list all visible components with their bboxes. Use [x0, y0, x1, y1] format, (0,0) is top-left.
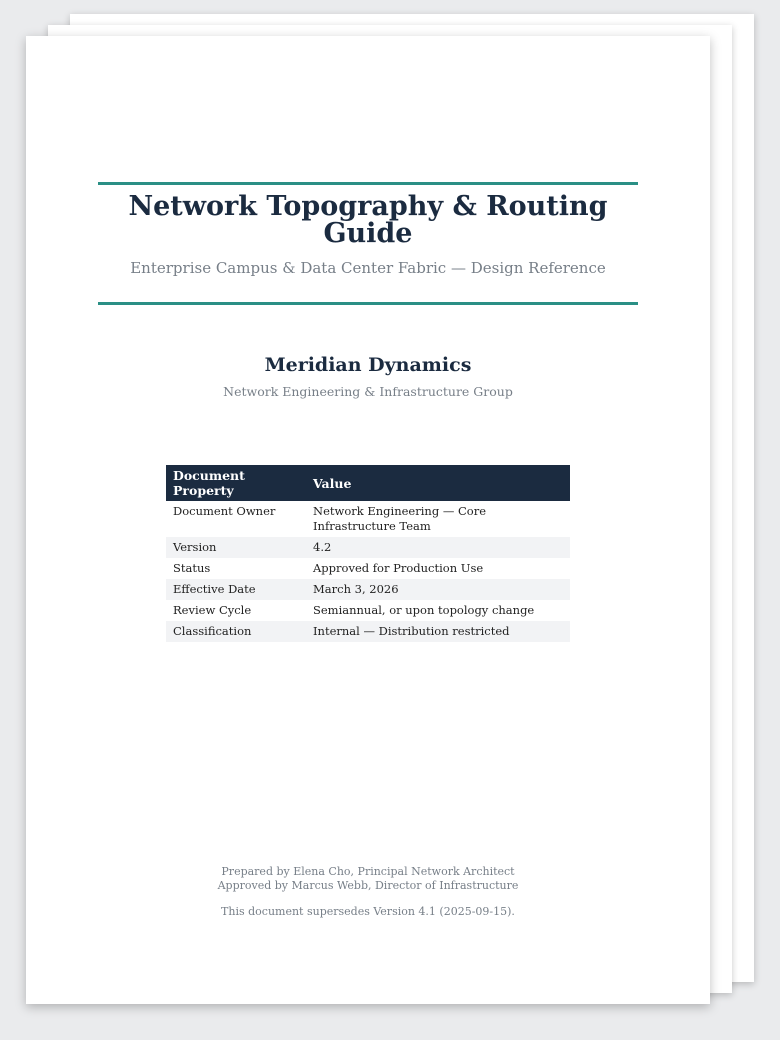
property-name: Classification — [166, 621, 306, 642]
property-name: Version — [166, 537, 306, 558]
supersedes-note: This document supersedes Version 4.1 (2025-09-15). — [221, 905, 515, 918]
table-row — [166, 621, 570, 642]
title-top-rule — [98, 182, 638, 185]
property-name: Review Cycle — [173, 603, 252, 617]
property-value: Approved for Production Use — [313, 561, 484, 575]
property-value: Semiannual, or upon topology change — [313, 603, 535, 617]
table-row — [166, 600, 570, 621]
table-header-row — [166, 465, 570, 501]
column-header-property: Document Property — [166, 465, 306, 501]
department-name: Network Engineering & Infrastructure Group — [223, 384, 513, 399]
property-name: Effective Date — [166, 579, 306, 600]
property-value: 4.2 — [306, 537, 570, 558]
table-row — [166, 537, 570, 558]
document-subtitle: Enterprise Campus & Data Center Fabric — Design Reference — [130, 259, 606, 277]
prepared-by-line: Prepared by Elena Cho, Principal Network Architect — [221, 865, 515, 878]
property-value: Internal — Distribution restricted — [306, 621, 570, 642]
table-row — [166, 558, 570, 579]
document-properties-table — [166, 465, 570, 642]
organization-name: Meridian Dynamics — [264, 354, 472, 376]
cover-page — [26, 36, 710, 1004]
approved-by-line: Approved by Marcus Webb, Director of Infrastructure — [217, 879, 519, 892]
title-bottom-rule — [98, 302, 638, 305]
property-value: Network Engineering — Core Infrastructure Team — [313, 504, 487, 533]
column-header-value: Value — [306, 465, 570, 501]
document-title: Network Topography & Routing Guide — [128, 191, 608, 249]
property-name: Status — [173, 561, 211, 575]
table-row — [166, 501, 570, 537]
property-name: Document Owner — [173, 504, 276, 518]
table-row — [166, 579, 570, 600]
property-value: March 3, 2026 — [306, 579, 570, 600]
